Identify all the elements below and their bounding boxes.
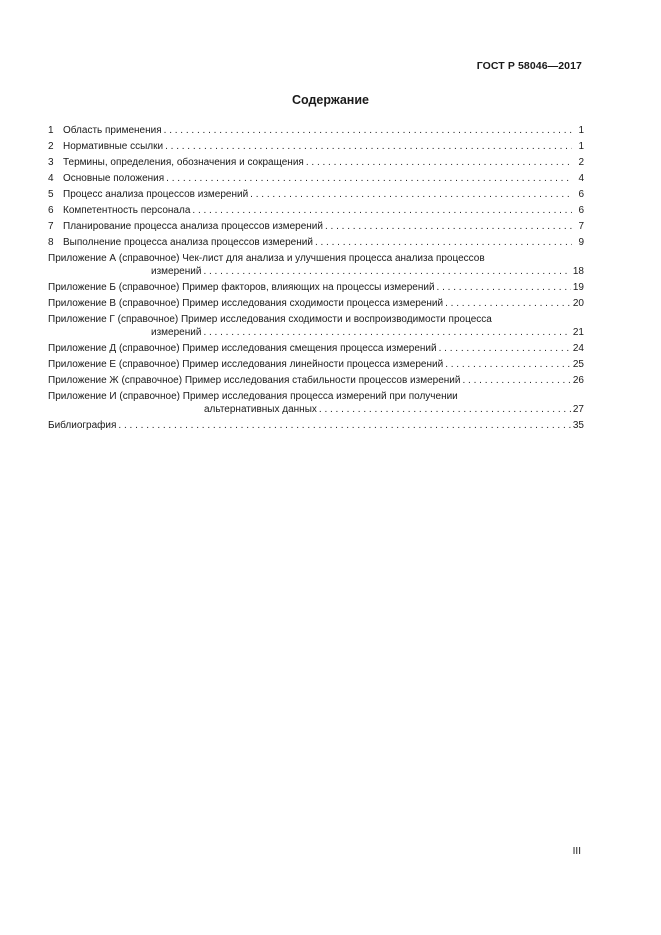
section-title: Планирование процесса анализа процессов измерений (63, 221, 323, 232)
page-ref: 27 (572, 404, 584, 415)
dot-leader (203, 265, 570, 278)
section-number: 2 (48, 141, 54, 152)
page-ref: 7 (578, 221, 584, 232)
toc-entry-section-2[interactable] (48, 140, 584, 153)
dot-leader (192, 204, 572, 217)
section-number: 5 (48, 189, 54, 200)
dot-leader (462, 374, 570, 387)
toc-entry-section-7[interactable] (48, 220, 584, 233)
section-title: Основные положения (63, 173, 165, 184)
appendix-title: Приложение Е (справочное) Пример исследования линейности процесса измерений (48, 359, 444, 370)
appendix-title-line1: Приложение Г (справочное) Пример исследования сходимости и воспроизводимости процесса (48, 314, 492, 325)
toc-entry-section-1[interactable] (48, 124, 584, 137)
page-number: III (572, 846, 581, 857)
appendix-title-line1: Приложение А (справочное) Чек-лист для анализа и улучшения процесса анализа процессов (48, 253, 485, 264)
appendix-title-line2: измерений (151, 327, 202, 338)
bibliography-title: Библиография (48, 420, 117, 431)
toc-entry-appendix-a[interactable] (48, 252, 584, 278)
page-ref: 25 (572, 359, 584, 370)
table-of-contents (48, 124, 584, 435)
page-ref: 18 (572, 266, 584, 277)
standard-code: ГОСТ Р 58046—2017 (476, 60, 582, 72)
section-number: 6 (48, 205, 54, 216)
section-title: Термины, определения, обозначения и сокращения (63, 157, 304, 168)
page-ref: 1 (578, 125, 584, 136)
appendix-title: Приложение В (справочное) Пример исследования сходимости процесса измерений (48, 298, 444, 309)
dot-leader (166, 172, 572, 185)
page-ref: 21 (572, 327, 584, 338)
toc-entry-section-6[interactable] (48, 204, 584, 217)
appendix-title-line2: измерений (151, 266, 202, 277)
dot-leader (439, 342, 571, 355)
section-title: Нормативные ссылки (63, 141, 164, 152)
toc-entry-appendix-d[interactable] (48, 342, 584, 355)
appendix-title-line1: Приложение И (справочное) Пример исследования процесса измерений при получении (48, 391, 458, 402)
appendix-title: Приложение Ж (справочное) Пример исследования стабильности процессов измерений (48, 375, 461, 386)
toc-entry-appendix-i[interactable] (48, 390, 584, 416)
dot-leader (319, 403, 571, 416)
page-ref: 2 (578, 157, 584, 168)
dot-leader (203, 326, 570, 339)
section-title: Область применения (63, 125, 162, 136)
dot-leader (164, 124, 572, 137)
toc-entry-bibliography[interactable] (48, 419, 584, 432)
toc-entry-section-3[interactable] (48, 156, 584, 169)
page-ref: 6 (578, 189, 584, 200)
section-number: 3 (48, 157, 54, 168)
dot-leader (315, 236, 572, 249)
page-ref: 1 (578, 141, 584, 152)
dot-leader (325, 220, 572, 233)
dot-leader (306, 156, 572, 169)
toc-entry-appendix-g[interactable] (48, 313, 584, 339)
page-ref: 19 (572, 282, 584, 293)
section-title: Компетентность персонала (63, 205, 191, 216)
dot-leader (445, 358, 571, 371)
toc-entry-appendix-v[interactable] (48, 297, 584, 310)
page-ref: 9 (578, 237, 584, 248)
toc-entry-section-8[interactable] (48, 236, 584, 249)
dot-leader (165, 140, 572, 153)
section-number: 1 (48, 125, 54, 136)
toc-entry-section-5[interactable] (48, 188, 584, 201)
page-ref: 26 (572, 375, 584, 386)
appendix-title: Приложение Б (справочное) Пример факторов, влияющих на процессы измерений (48, 282, 435, 293)
toc-entry-appendix-zh[interactable] (48, 374, 584, 387)
page-ref: 24 (572, 343, 584, 354)
toc-entry-appendix-b[interactable] (48, 281, 584, 294)
section-title: Выполнение процесса анализа процессов измерений (63, 237, 313, 248)
section-number: 8 (48, 237, 54, 248)
page-ref: 20 (572, 298, 584, 309)
appendix-title: Приложение Д (справочное) Пример исследования смещения процесса измерений (48, 343, 437, 354)
toc-entry-appendix-e[interactable] (48, 358, 584, 371)
page-ref: 6 (578, 205, 584, 216)
page-ref: 4 (578, 173, 584, 184)
toc-entry-section-4[interactable] (48, 172, 584, 185)
dot-leader (250, 188, 572, 201)
section-number: 4 (48, 173, 54, 184)
section-number: 7 (48, 221, 54, 232)
page-ref: 35 (572, 420, 584, 431)
appendix-title-line2: альтернативных данных (204, 404, 317, 415)
dot-leader (445, 297, 571, 310)
dot-leader (437, 281, 571, 294)
section-title: Процесс анализа процессов измерений (63, 189, 249, 200)
dot-leader (118, 419, 570, 432)
toc-title: Содержание (291, 93, 369, 107)
